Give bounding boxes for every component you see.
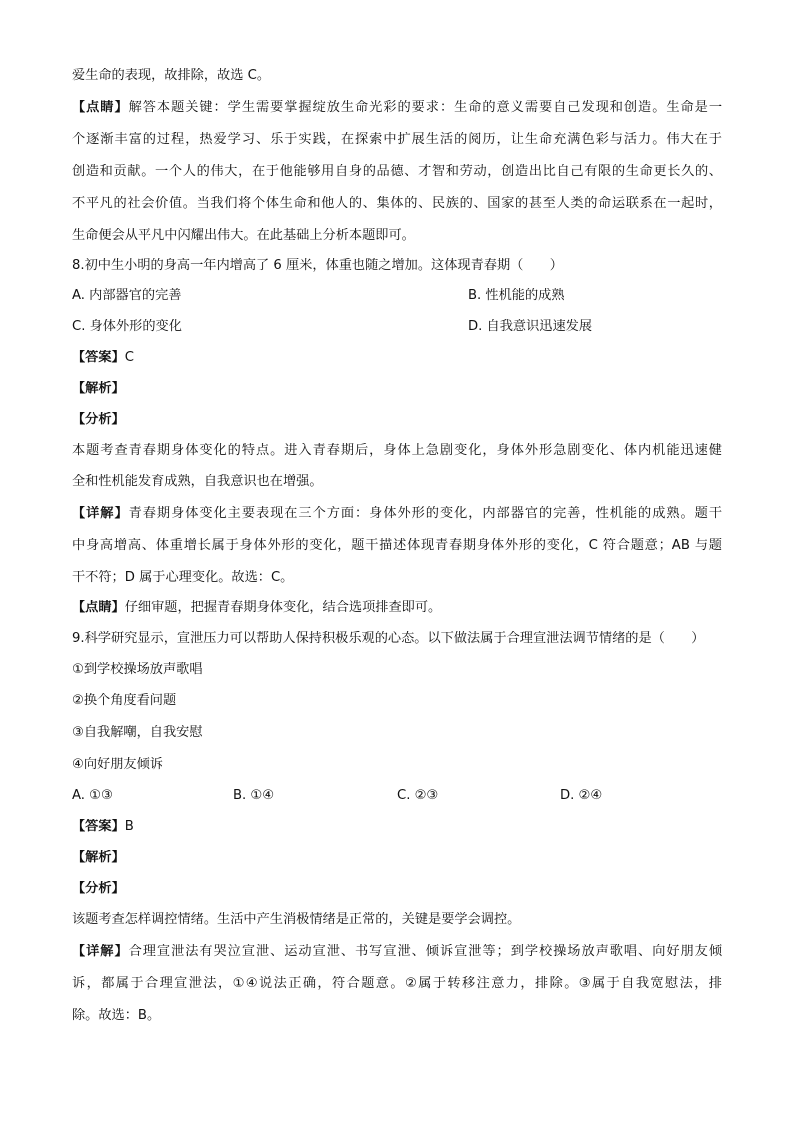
- q9-item: ②换个角度看问题: [72, 693, 177, 708]
- q9-option-c: C. ②③: [397, 788, 439, 803]
- q9-analysis-line: 该题考查怎样调控情绪。生活中产生消极情绪是正常的，关键是要学会调控。: [72, 912, 521, 927]
- q9-option-d: D. ②④: [560, 788, 603, 803]
- text-line: 爱生命的表现，故排除，故选 C。: [72, 68, 271, 83]
- q9-item: ③自我解嘲，自我安慰: [72, 725, 203, 740]
- question-8-stem: 8.初中生小明的身高一年内增高了 6 厘米，体重也随之增加。这体现青春期（ ）: [72, 258, 563, 273]
- q8-analysis-tag: 【分析】: [72, 412, 125, 427]
- q9-options-row: [72, 788, 722, 804]
- q8-detail-line: 中身高增高、体重增长属于身体外形的变化，题干描述体现青春期身体外形的变化，C 符合题意；AB 与题: [72, 538, 722, 553]
- q8-explain-tag: 【解析】: [72, 381, 125, 396]
- q8-options-row-2: [72, 319, 722, 335]
- q9-option-a: A. ①③: [72, 788, 113, 803]
- q8-detail-paragraph: 【详解】青春期身体变化主要表现在三个方面：身体外形的变化，内部器官的完善，性机能的成熟。题干: [72, 506, 722, 521]
- q9-detail-line: 诉，都属于合理宣泄法，①④说法正确，符合题意。②属于转移注意力，排除。③属于自我宽慰法，排: [72, 976, 722, 991]
- q9-analysis-tag: 【分析】: [72, 881, 125, 896]
- q8-detail-line: 干不符；D 属于心理变化。故选：C。: [72, 570, 294, 585]
- q8-answer: 【答案】C: [72, 350, 134, 365]
- text-line: 个逐渐丰富的过程，热爱学习、乐于实践，在探索中扩展生活的阅历，让生命充满色彩与活力。伟大在于: [72, 132, 722, 147]
- text-line: 生命便会从平凡中闪耀出伟大。在此基础上分析本题即可。: [72, 228, 415, 243]
- q8-options-row-1: [72, 288, 722, 304]
- q8-option-d: D. 自我意识迅速发展: [468, 319, 593, 334]
- q8-comment: 【点睛】仔细审题，把握青春期身体变化，结合选项排查即可。: [72, 600, 442, 615]
- q9-option-b: B. ①④: [233, 788, 275, 803]
- q9-explain-tag: 【解析】: [72, 850, 125, 865]
- section-tag-dianjing: 【点睛】: [72, 100, 129, 115]
- text-line: 创造和贡献。一个人的伟大，在于他能够用自身的品德、才智和劳动，创造出比自己有限的生命更长久的、: [72, 164, 722, 179]
- q9-answer: 【答案】B: [72, 819, 134, 834]
- q8-analysis-line: 本题考查青春期身体变化的特点。进入青春期后，身体上急剧变化，身体外形急剧变化、体内机能迅速健: [72, 443, 722, 458]
- q8-analysis-line: 全和性机能发育成熟，自我意识也在增强。: [72, 474, 323, 489]
- q9-detail-paragraph: 【详解】合理宣泄法有哭泣宣泄、运动宣泄、书写宣泄、倾诉宣泄等；到学校操场放声歌唱、向好朋友倾: [72, 944, 722, 959]
- text-line: 不平凡的社会价值。当我们将个体生命和他人的、集体的、民族的、国家的甚至人类的命运联系在一起时，: [72, 196, 722, 211]
- q8-option-c: C. 身体外形的变化: [72, 319, 182, 334]
- q9-detail-line: 除。故选：B。: [72, 1008, 161, 1023]
- question-9-stem: 9.科学研究显示，宣泄压力可以帮助人保持积极乐观的心态。以下做法属于合理宣泄法调节情绪的是（ ）: [72, 631, 705, 646]
- q8-option-b: B. 性机能的成熟: [468, 288, 565, 303]
- q9-item: ①到学校操场放声歌唱: [72, 662, 203, 677]
- q8-option-a: A. 内部器官的完善: [72, 288, 182, 303]
- q9-item: ④向好朋友倾诉: [72, 757, 163, 772]
- comment-paragraph: 【点睛】解答本题关键：学生需要掌握绽放生命光彩的要求：生命的意义需要自己发现和创造。生命是一: [72, 100, 722, 115]
